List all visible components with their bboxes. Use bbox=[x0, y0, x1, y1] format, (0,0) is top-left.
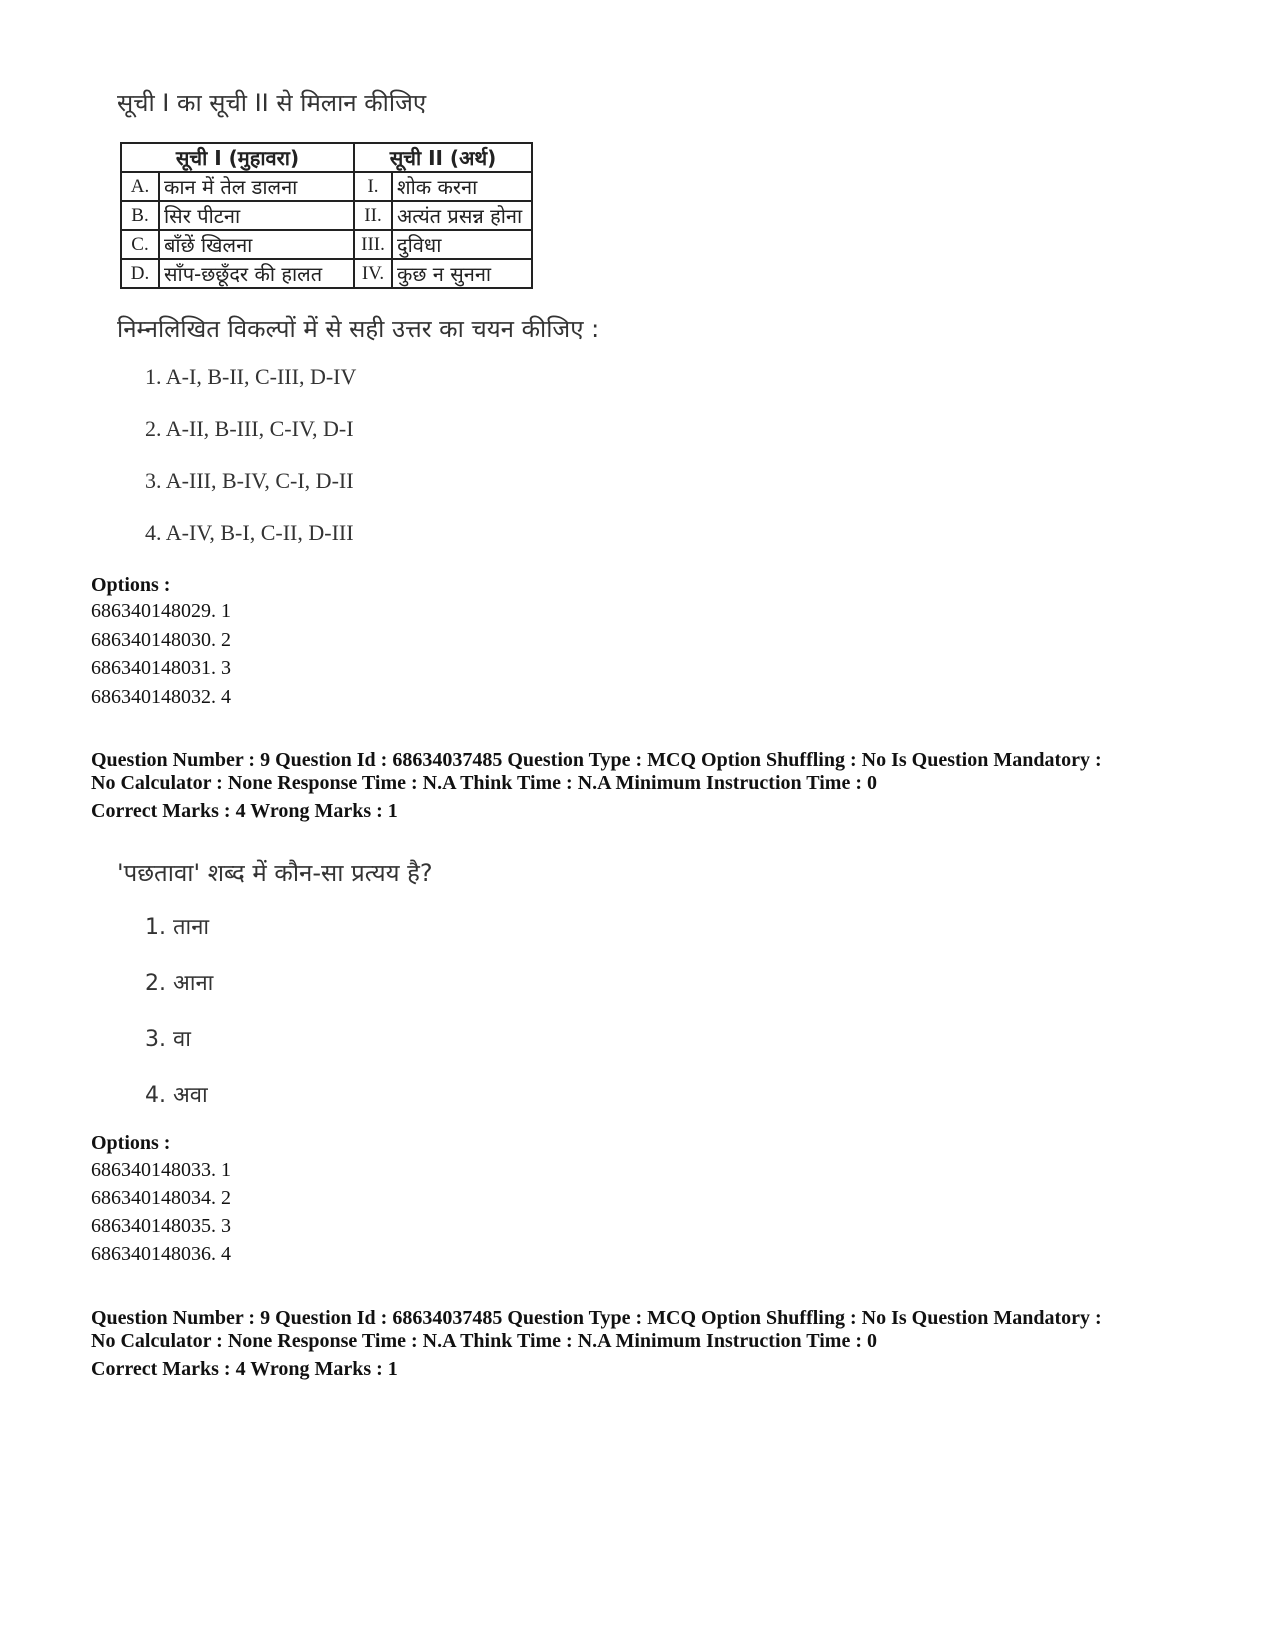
row-key: D. bbox=[121, 259, 159, 288]
option-id: 686340148034. 2 bbox=[91, 1187, 231, 1209]
answer-choice: 4. अवा bbox=[145, 1083, 208, 1108]
answer-choice: 3. वा bbox=[145, 1027, 191, 1052]
options-label: Options : bbox=[91, 574, 171, 596]
row-key: B. bbox=[121, 201, 159, 230]
marks-line: Correct Marks : 4 Wrong Marks : 1 bbox=[91, 800, 398, 822]
row-key: A. bbox=[121, 172, 159, 201]
row-value: दुविधा bbox=[392, 230, 532, 259]
table-row bbox=[121, 201, 532, 230]
option-id: 686340148036. 4 bbox=[91, 1243, 231, 1265]
answer-choice: 3. A-III, B-IV, C-I, D-II bbox=[145, 468, 354, 493]
row-key: I. bbox=[354, 172, 392, 201]
row-key: C. bbox=[121, 230, 159, 259]
option-id: 686340148030. 2 bbox=[91, 629, 231, 651]
marks-line: Correct Marks : 4 Wrong Marks : 1 bbox=[91, 1358, 398, 1380]
question-text: 'पछतावा' शब्द में कौन-सा प्रत्यय है? bbox=[117, 859, 433, 887]
options-label: Options : bbox=[91, 1132, 171, 1154]
answer-choice: 1. ताना bbox=[145, 915, 210, 940]
option-id: 686340148029. 1 bbox=[91, 600, 231, 622]
question-meta-line: Question Number : 9 Question Id : 68634037485 Question Type : MCQ Option Shuffling : No Is Question Mandatory : bbox=[91, 749, 1102, 771]
question-meta-line: No Calculator : None Response Time : N.A Think Time : N.A Minimum Instruction Time : 0 bbox=[91, 1330, 877, 1352]
row-value: सिर पीटना bbox=[159, 201, 354, 230]
row-key: IV. bbox=[354, 259, 392, 288]
question-meta-line: Question Number : 9 Question Id : 68634037485 Question Type : MCQ Option Shuffling : No Is Question Mandatory : bbox=[91, 1307, 1102, 1329]
table-row bbox=[121, 172, 532, 201]
column-header: सूची I (मुहावरा) bbox=[121, 143, 354, 172]
row-key: III. bbox=[354, 230, 392, 259]
answer-choice: 1. A-I, B-II, C-III, D-IV bbox=[145, 364, 357, 389]
match-instruction: सूची I का सूची II से मिलान कीजिए bbox=[117, 89, 427, 117]
option-id: 686340148035. 3 bbox=[91, 1215, 231, 1237]
answer-choice: 2. आना bbox=[145, 971, 214, 996]
table-header-row bbox=[121, 143, 532, 172]
column-header: सूची II (अर्थ) bbox=[354, 143, 532, 172]
option-id: 686340148033. 1 bbox=[91, 1159, 231, 1181]
row-value: कुछ न सुनना bbox=[392, 259, 532, 288]
question-meta-line: No Calculator : None Response Time : N.A Think Time : N.A Minimum Instruction Time : 0 bbox=[91, 772, 877, 794]
row-key: II. bbox=[354, 201, 392, 230]
row-value: अत्यंत प्रसन्न होना bbox=[392, 201, 532, 230]
option-id: 686340148032. 4 bbox=[91, 686, 231, 708]
answer-choice: 4. A-IV, B-I, C-II, D-III bbox=[145, 520, 354, 545]
row-value: साँप-छछूँदर की हालत bbox=[159, 259, 354, 288]
row-value: बाँछें खिलना bbox=[159, 230, 354, 259]
question-prompt: निम्नलिखित विकल्पों में से सही उत्तर का चयन कीजिए : bbox=[117, 315, 600, 343]
option-id: 686340148031. 3 bbox=[91, 657, 231, 679]
table-row bbox=[121, 230, 532, 259]
answer-choice: 2. A-II, B-III, C-IV, D-I bbox=[145, 416, 354, 441]
table-row bbox=[121, 259, 532, 288]
match-table bbox=[120, 142, 533, 289]
row-value: कान में तेल डालना bbox=[159, 172, 354, 201]
row-value: शोक करना bbox=[392, 172, 532, 201]
